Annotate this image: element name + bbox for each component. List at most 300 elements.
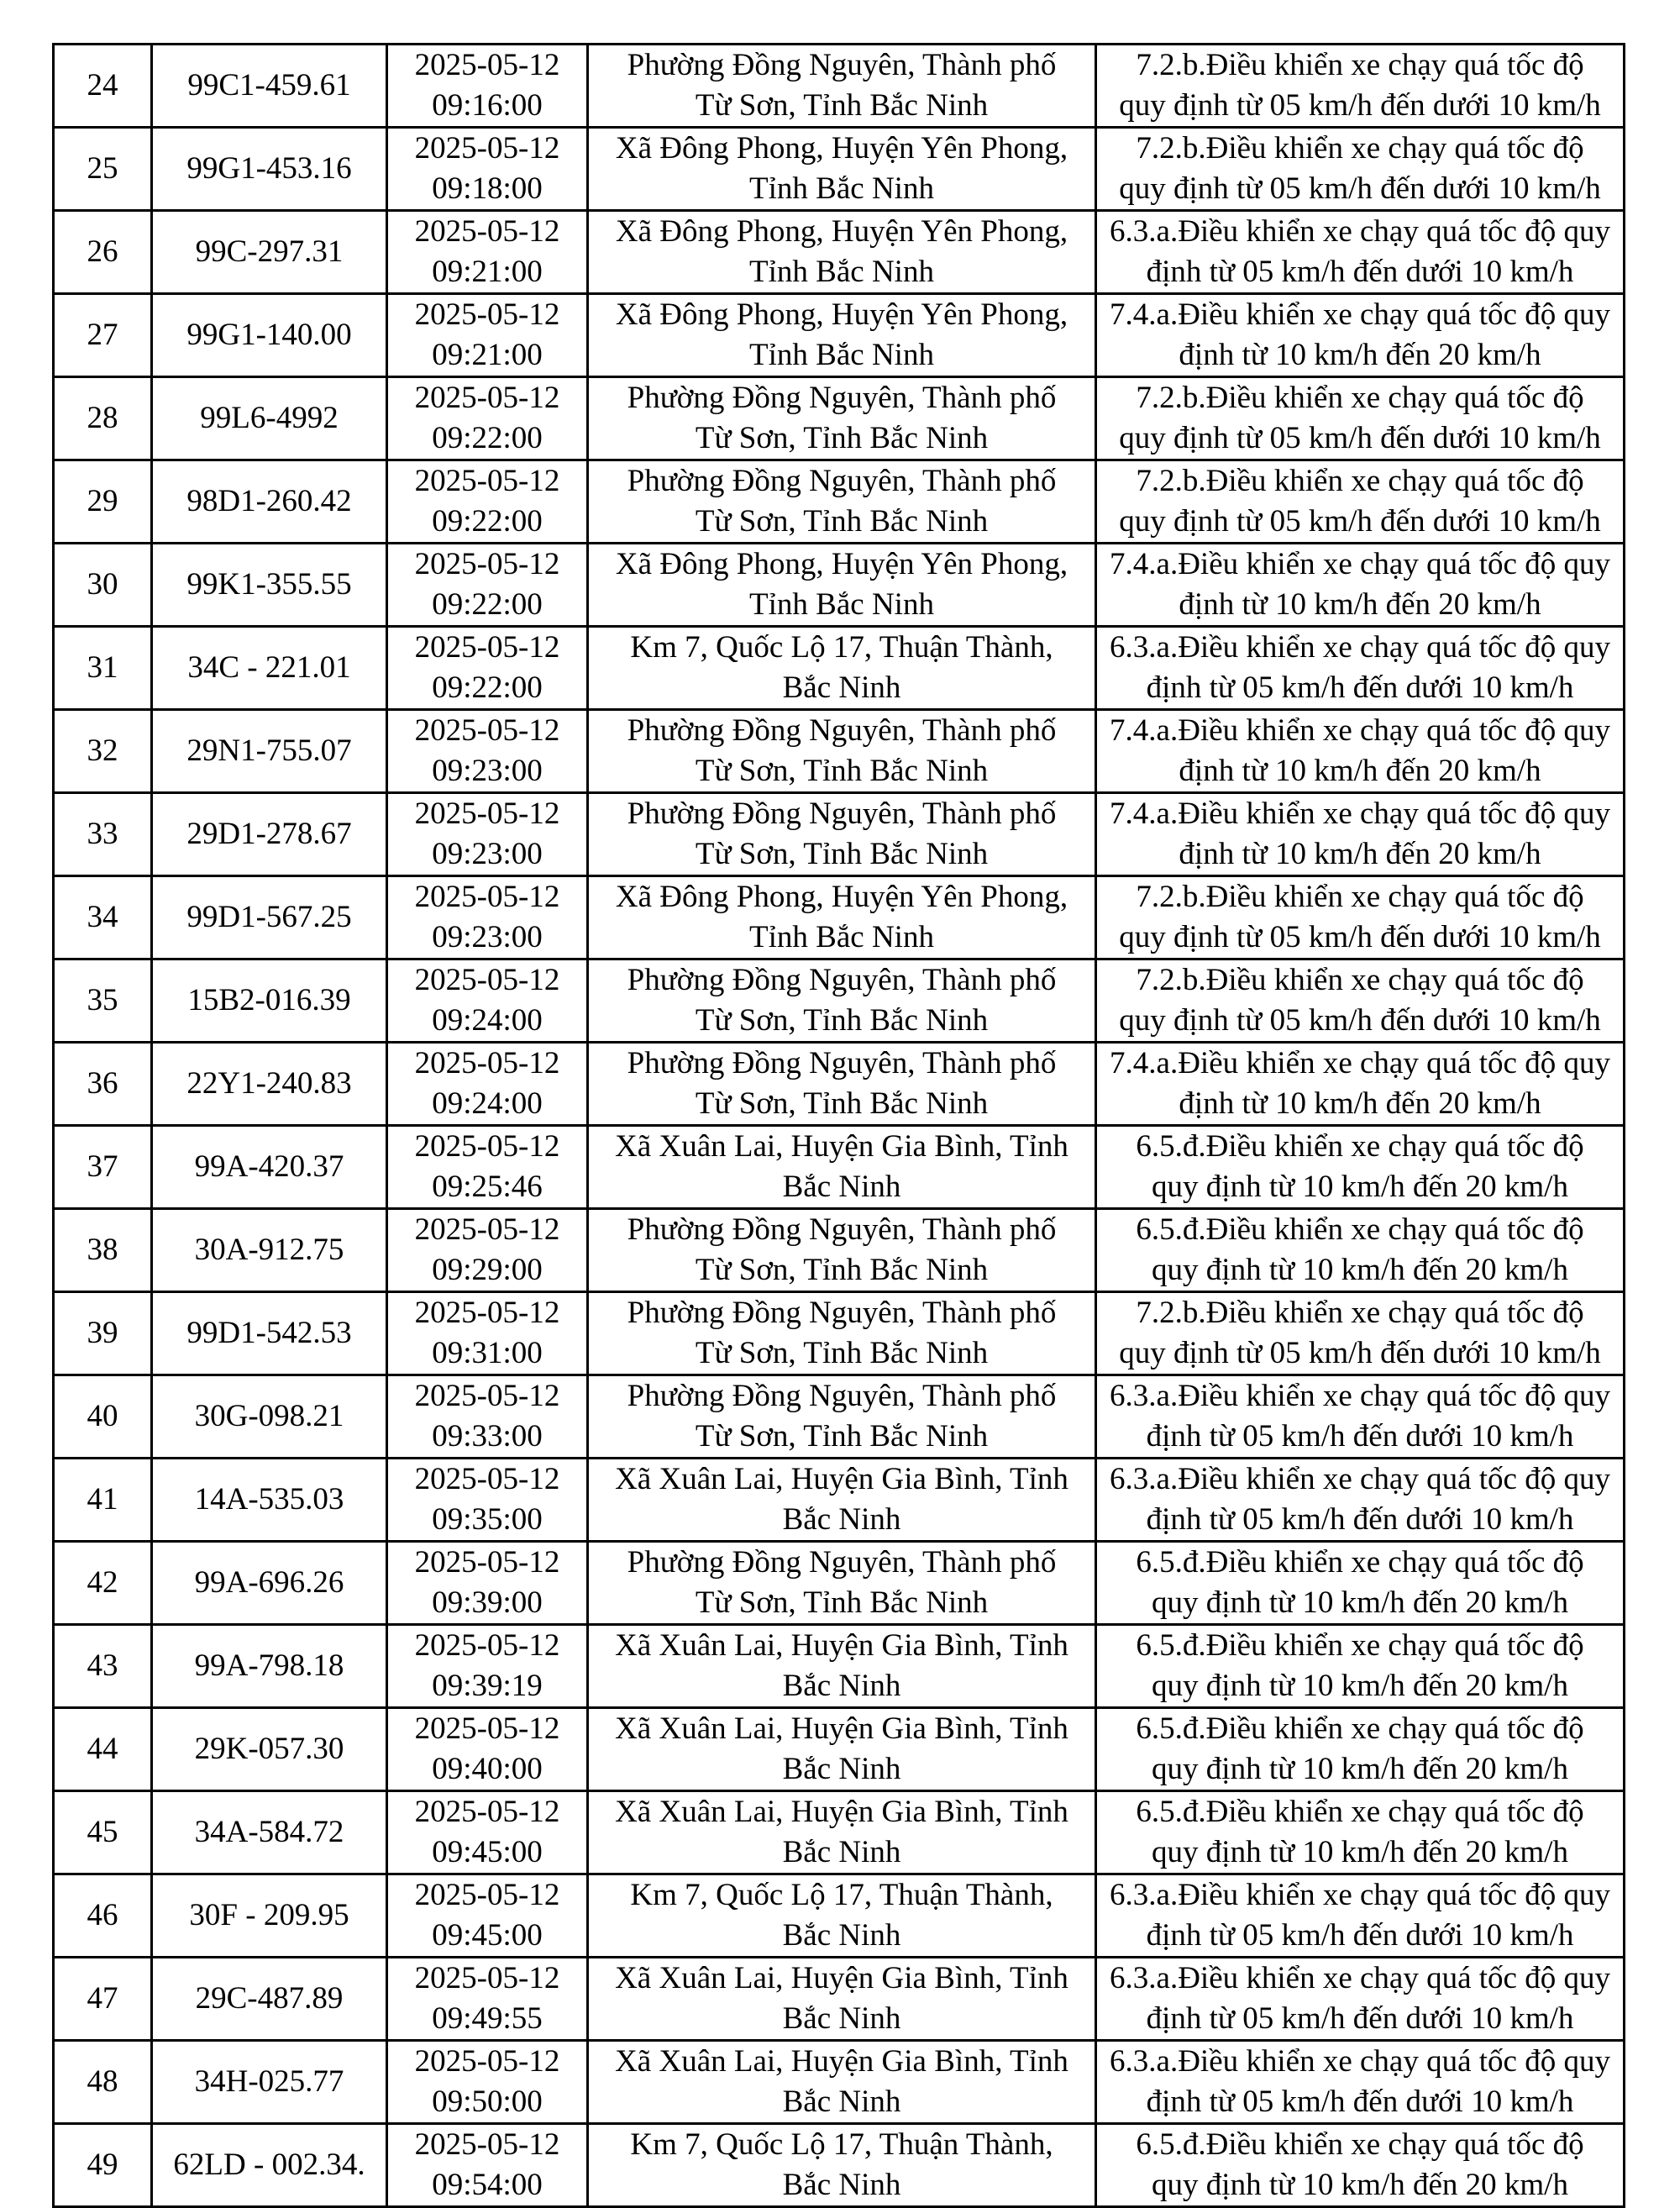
row-number: 39 bbox=[87, 1316, 118, 1350]
violation-line-2: quy định từ 05 km/h đến dưới 10 km/h bbox=[1119, 504, 1601, 539]
violation-line-1: 7.4.a.Điều khiển xe chạy quá tốc độ quy bbox=[1110, 796, 1610, 831]
violation-time: 09:45:00 bbox=[432, 1918, 543, 1953]
row-number-cell bbox=[54, 1375, 152, 1459]
violation-date: 2025-05-12 bbox=[414, 1046, 560, 1080]
violation-line-1: 7.2.b.Điều khiển xe chạy quá tốc độ bbox=[1136, 1296, 1584, 1330]
row-number: 27 bbox=[87, 318, 118, 352]
violation-line-2: định từ 10 km/h đến 20 km/h bbox=[1179, 754, 1541, 788]
datetime-cell bbox=[387, 710, 588, 793]
license-plate: 98D1-260.42 bbox=[186, 484, 352, 518]
row-number: 36 bbox=[87, 1066, 118, 1101]
row-number: 37 bbox=[87, 1149, 118, 1184]
violation-date: 2025-05-12 bbox=[414, 1296, 560, 1330]
location-line-2: Bắc Ninh bbox=[782, 1502, 901, 1537]
plate-cell bbox=[152, 793, 387, 876]
location-line-1: Xã Xuân Lai, Huyện Gia Bình, Tỉnh bbox=[615, 2044, 1068, 2079]
license-plate: 29C-487.89 bbox=[195, 1981, 344, 2016]
license-plate: 30G-098.21 bbox=[194, 1399, 344, 1433]
table-row bbox=[54, 544, 1625, 627]
location-line-2: Từ Sơn, Tỉnh Bắc Ninh bbox=[695, 1253, 989, 1287]
location-cell bbox=[588, 1874, 1096, 1958]
location-cell bbox=[588, 710, 1096, 793]
table-row bbox=[54, 211, 1625, 294]
location-line-1: Xã Đông Phong, Huyện Yên Phong, bbox=[615, 214, 1068, 249]
datetime-cell bbox=[387, 544, 588, 627]
plate-cell bbox=[152, 959, 387, 1043]
violation-date: 2025-05-12 bbox=[414, 1545, 560, 1580]
violation-line-2: định từ 05 km/h đến dưới 10 km/h bbox=[1146, 2001, 1574, 2036]
violation-cell bbox=[1096, 959, 1625, 1043]
violation-line-1: 6.3.a.Điều khiển xe chạy quá tốc độ quy bbox=[1110, 630, 1610, 665]
violations-table-body bbox=[54, 45, 1625, 2207]
table-row bbox=[54, 460, 1625, 544]
location-line-2: Từ Sơn, Tỉnh Bắc Ninh bbox=[695, 1336, 989, 1370]
table-row bbox=[54, 2124, 1625, 2207]
violation-date: 2025-05-12 bbox=[414, 464, 560, 498]
violation-date: 2025-05-12 bbox=[414, 1129, 560, 1164]
location-line-1: Xã Đông Phong, Huyện Yên Phong, bbox=[615, 547, 1068, 581]
datetime-cell bbox=[387, 45, 588, 128]
violation-line-1: 6.3.a.Điều khiển xe chạy quá tốc độ quy bbox=[1110, 1379, 1610, 1413]
violation-line-1: 6.3.a.Điều khiển xe chạy quá tốc độ quy bbox=[1110, 214, 1610, 249]
violation-date: 2025-05-12 bbox=[414, 2044, 560, 2079]
location-cell bbox=[588, 211, 1096, 294]
datetime-cell bbox=[387, 959, 588, 1043]
violation-date: 2025-05-12 bbox=[414, 1961, 560, 1995]
location-cell bbox=[588, 1542, 1096, 1625]
location-cell bbox=[588, 294, 1096, 377]
violation-line-2: quy định từ 10 km/h đến 20 km/h bbox=[1152, 1585, 1568, 1620]
plate-cell bbox=[152, 294, 387, 377]
violation-date: 2025-05-12 bbox=[414, 297, 560, 332]
plate-cell bbox=[152, 1209, 387, 1292]
plate-cell bbox=[152, 1459, 387, 1542]
license-plate: 99G1-453.16 bbox=[186, 151, 352, 186]
violation-line-1: 7.4.a.Điều khiển xe chạy quá tốc độ quy bbox=[1110, 547, 1610, 581]
violation-time: 09:18:00 bbox=[432, 171, 543, 206]
location-line-1: Km 7, Quốc Lộ 17, Thuận Thành, bbox=[630, 1878, 1053, 1912]
location-line-1: Xã Xuân Lai, Huyện Gia Bình, Tỉnh bbox=[615, 1711, 1068, 1746]
location-cell bbox=[588, 2041, 1096, 2124]
license-plate: 62LD - 002.34. bbox=[173, 2148, 365, 2182]
violation-cell bbox=[1096, 1542, 1625, 1625]
violation-time: 09:49:55 bbox=[432, 2001, 543, 2036]
row-number: 49 bbox=[87, 2148, 118, 2182]
violation-line-1: 7.4.a.Điều khiển xe chạy quá tốc độ quy bbox=[1110, 1046, 1610, 1080]
location-line-1: Phường Đồng Nguyên, Thành phố bbox=[627, 1212, 1057, 1247]
row-number-cell bbox=[54, 959, 152, 1043]
violation-line-1: 7.4.a.Điều khiển xe chạy quá tốc độ quy bbox=[1110, 297, 1610, 332]
table-row bbox=[54, 1791, 1625, 1874]
violation-line-2: quy định từ 10 km/h đến 20 km/h bbox=[1152, 1253, 1568, 1287]
location-line-1: Phường Đồng Nguyên, Thành phố bbox=[627, 963, 1057, 997]
violation-line-2: định từ 05 km/h đến dưới 10 km/h bbox=[1146, 2084, 1574, 2119]
table-row bbox=[54, 1958, 1625, 2041]
violation-time: 09:35:00 bbox=[432, 1502, 543, 1537]
violation-cell bbox=[1096, 627, 1625, 710]
license-plate: 14A-535.03 bbox=[194, 1482, 344, 1517]
violation-time: 09:29:00 bbox=[432, 1253, 543, 1287]
row-number-cell bbox=[54, 627, 152, 710]
violation-line-1: 6.5.đ.Điều khiển xe chạy quá tốc độ bbox=[1136, 1795, 1584, 1829]
row-number: 41 bbox=[87, 1482, 118, 1517]
datetime-cell bbox=[387, 876, 588, 959]
violation-date: 2025-05-12 bbox=[414, 381, 560, 415]
datetime-cell bbox=[387, 211, 588, 294]
row-number: 34 bbox=[87, 900, 118, 934]
location-cell bbox=[588, 1708, 1096, 1791]
row-number-cell bbox=[54, 1791, 152, 1874]
datetime-cell bbox=[387, 1292, 588, 1375]
license-plate: 29D1-278.67 bbox=[186, 817, 352, 851]
location-line-2: Từ Sơn, Tỉnh Bắc Ninh bbox=[695, 1003, 989, 1038]
violation-time: 09:22:00 bbox=[432, 504, 543, 539]
plate-cell bbox=[152, 710, 387, 793]
table-row bbox=[54, 1625, 1625, 1708]
location-line-1: Phường Đồng Nguyên, Thành phố bbox=[627, 1545, 1057, 1580]
license-plate: 29N1-755.07 bbox=[186, 733, 352, 768]
violation-line-1: 6.5.đ.Điều khiển xe chạy quá tốc độ bbox=[1136, 1545, 1584, 1580]
violation-cell bbox=[1096, 2124, 1625, 2207]
location-line-1: Phường Đồng Nguyên, Thành phố bbox=[627, 796, 1057, 831]
row-number-cell bbox=[54, 377, 152, 460]
location-cell bbox=[588, 876, 1096, 959]
row-number: 28 bbox=[87, 401, 118, 435]
license-plate: 30A-912.75 bbox=[194, 1233, 344, 1267]
table-row bbox=[54, 294, 1625, 377]
location-line-1: Phường Đồng Nguyên, Thành phố bbox=[627, 713, 1057, 748]
violation-time: 09:40:00 bbox=[432, 1752, 543, 1786]
license-plate: 99C1-459.61 bbox=[187, 68, 351, 103]
violation-time: 09:24:00 bbox=[432, 1003, 543, 1038]
row-number: 42 bbox=[87, 1565, 118, 1600]
location-cell bbox=[588, 1375, 1096, 1459]
plate-cell bbox=[152, 1625, 387, 1708]
violation-cell bbox=[1096, 2041, 1625, 2124]
location-line-2: Bắc Ninh bbox=[782, 1835, 901, 1869]
license-plate: 34A-584.72 bbox=[194, 1815, 344, 1849]
violation-date: 2025-05-12 bbox=[414, 630, 560, 665]
location-line-1: Phường Đồng Nguyên, Thành phố bbox=[627, 381, 1057, 415]
violation-line-2: định từ 10 km/h đến 20 km/h bbox=[1179, 1086, 1541, 1121]
plate-cell bbox=[152, 460, 387, 544]
table-row bbox=[54, 1874, 1625, 1958]
violation-cell bbox=[1096, 377, 1625, 460]
datetime-cell bbox=[387, 460, 588, 544]
table-row bbox=[54, 1292, 1625, 1375]
violation-line-2: quy định từ 05 km/h đến dưới 10 km/h bbox=[1119, 920, 1601, 954]
violation-line-2: định từ 05 km/h đến dưới 10 km/h bbox=[1146, 1918, 1574, 1953]
location-line-2: Bắc Ninh bbox=[782, 1918, 901, 1953]
location-line-1: Phường Đồng Nguyên, Thành phố bbox=[627, 1379, 1057, 1413]
violation-line-1: 6.5.đ.Điều khiển xe chạy quá tốc độ bbox=[1136, 1212, 1584, 1247]
violation-line-2: định từ 05 km/h đến dưới 10 km/h bbox=[1146, 1502, 1574, 1537]
location-line-1: Xã Đông Phong, Huyện Yên Phong, bbox=[615, 880, 1068, 914]
violation-time: 09:21:00 bbox=[432, 338, 543, 372]
location-cell bbox=[588, 1126, 1096, 1209]
violation-line-2: quy định từ 05 km/h đến dưới 10 km/h bbox=[1119, 171, 1601, 206]
violation-line-2: định từ 05 km/h đến dưới 10 km/h bbox=[1146, 670, 1574, 705]
violation-date: 2025-05-12 bbox=[414, 1462, 560, 1496]
plate-cell bbox=[152, 1126, 387, 1209]
violation-time: 09:39:19 bbox=[432, 1669, 543, 1703]
datetime-cell bbox=[387, 128, 588, 211]
license-plate: 34C - 221.01 bbox=[187, 650, 351, 685]
violation-line-2: định từ 10 km/h đến 20 km/h bbox=[1179, 338, 1541, 372]
datetime-cell bbox=[387, 1126, 588, 1209]
row-number: 29 bbox=[87, 484, 118, 518]
violation-cell bbox=[1096, 876, 1625, 959]
location-line-2: Bắc Ninh bbox=[782, 2168, 901, 2202]
row-number-cell bbox=[54, 1126, 152, 1209]
location-line-2: Từ Sơn, Tỉnh Bắc Ninh bbox=[695, 754, 989, 788]
table-row bbox=[54, 876, 1625, 959]
violation-time: 09:16:00 bbox=[432, 88, 543, 123]
violation-cell bbox=[1096, 1209, 1625, 1292]
license-plate: 99D1-542.53 bbox=[186, 1316, 352, 1350]
violation-time: 09:22:00 bbox=[432, 421, 543, 455]
violation-time: 09:24:00 bbox=[432, 1086, 543, 1121]
row-number: 30 bbox=[87, 567, 118, 602]
violation-date: 2025-05-12 bbox=[414, 1878, 560, 1912]
location-line-2: Bắc Ninh bbox=[782, 2084, 901, 2119]
violation-cell bbox=[1096, 128, 1625, 211]
location-line-1: Xã Xuân Lai, Huyện Gia Bình, Tỉnh bbox=[615, 1961, 1068, 1995]
violation-time: 09:22:00 bbox=[432, 670, 543, 705]
violation-cell bbox=[1096, 1625, 1625, 1708]
violation-cell bbox=[1096, 1708, 1625, 1791]
row-number-cell bbox=[54, 1292, 152, 1375]
violation-cell bbox=[1096, 793, 1625, 876]
violation-date: 2025-05-12 bbox=[414, 1212, 560, 1247]
violation-date: 2025-05-12 bbox=[414, 48, 560, 82]
violation-date: 2025-05-12 bbox=[414, 963, 560, 997]
location-line-2: Từ Sơn, Tỉnh Bắc Ninh bbox=[695, 504, 989, 539]
row-number-cell bbox=[54, 1459, 152, 1542]
row-number-cell bbox=[54, 211, 152, 294]
violation-line-1: 6.5.đ.Điều khiển xe chạy quá tốc độ bbox=[1136, 1711, 1584, 1746]
violation-line-1: 6.5.đ.Điều khiển xe chạy quá tốc độ bbox=[1136, 1628, 1584, 1663]
row-number-cell bbox=[54, 2124, 152, 2207]
location-line-2: Tỉnh Bắc Ninh bbox=[749, 338, 934, 372]
violation-cell bbox=[1096, 460, 1625, 544]
row-number: 35 bbox=[87, 983, 118, 1017]
row-number: 45 bbox=[87, 1815, 118, 1849]
violation-line-1: 7.2.b.Điều khiển xe chạy quá tốc độ bbox=[1136, 381, 1584, 415]
violation-line-2: định từ 10 km/h đến 20 km/h bbox=[1179, 587, 1541, 622]
row-number: 43 bbox=[87, 1648, 118, 1683]
datetime-cell bbox=[387, 1542, 588, 1625]
plate-cell bbox=[152, 876, 387, 959]
plate-cell bbox=[152, 128, 387, 211]
row-number-cell bbox=[54, 544, 152, 627]
location-line-1: Phường Đồng Nguyên, Thành phố bbox=[627, 48, 1057, 82]
datetime-cell bbox=[387, 627, 588, 710]
table-row bbox=[54, 627, 1625, 710]
license-plate: 99A-420.37 bbox=[194, 1149, 344, 1184]
table-row bbox=[54, 45, 1625, 128]
violation-cell bbox=[1096, 1043, 1625, 1126]
license-plate: 99A-696.26 bbox=[194, 1565, 344, 1600]
plate-cell bbox=[152, 377, 387, 460]
row-number: 26 bbox=[87, 234, 118, 269]
location-cell bbox=[588, 377, 1096, 460]
table-row bbox=[54, 128, 1625, 211]
table-row bbox=[54, 1209, 1625, 1292]
violation-line-2: định từ 10 km/h đến 20 km/h bbox=[1179, 837, 1541, 871]
location-cell bbox=[588, 1043, 1096, 1126]
location-line-2: Từ Sơn, Tỉnh Bắc Ninh bbox=[695, 421, 989, 455]
row-number: 31 bbox=[87, 650, 118, 685]
violation-date: 2025-05-12 bbox=[414, 880, 560, 914]
location-line-2: Bắc Ninh bbox=[782, 670, 901, 705]
table-row bbox=[54, 1043, 1625, 1126]
violation-line-2: quy định từ 10 km/h đến 20 km/h bbox=[1152, 2168, 1568, 2202]
location-line-2: Tỉnh Bắc Ninh bbox=[749, 920, 934, 954]
violation-time: 09:45:00 bbox=[432, 1835, 543, 1869]
license-plate: 15B2-016.39 bbox=[187, 983, 351, 1017]
table-row bbox=[54, 793, 1625, 876]
violation-line-2: quy định từ 10 km/h đến 20 km/h bbox=[1152, 1835, 1568, 1869]
location-line-1: Xã Xuân Lai, Huyện Gia Bình, Tỉnh bbox=[615, 1628, 1068, 1663]
location-line-2: Bắc Ninh bbox=[782, 1669, 901, 1703]
plate-cell bbox=[152, 2041, 387, 2124]
violation-line-2: định từ 05 km/h đến dưới 10 km/h bbox=[1146, 255, 1574, 289]
violation-time: 09:23:00 bbox=[432, 837, 543, 871]
violation-date: 2025-05-12 bbox=[414, 1711, 560, 1746]
location-cell bbox=[588, 793, 1096, 876]
violation-line-1: 7.2.b.Điều khiển xe chạy quá tốc độ bbox=[1136, 963, 1584, 997]
row-number-cell bbox=[54, 1209, 152, 1292]
plate-cell bbox=[152, 1043, 387, 1126]
violation-cell bbox=[1096, 1459, 1625, 1542]
row-number-cell bbox=[54, 128, 152, 211]
violation-time: 09:22:00 bbox=[432, 587, 543, 622]
location-cell bbox=[588, 544, 1096, 627]
row-number-cell bbox=[54, 1542, 152, 1625]
plate-cell bbox=[152, 1708, 387, 1791]
violation-line-2: quy định từ 05 km/h đến dưới 10 km/h bbox=[1119, 88, 1601, 123]
violation-line-2: quy định từ 10 km/h đến 20 km/h bbox=[1152, 1669, 1568, 1703]
row-number: 25 bbox=[87, 151, 118, 186]
violation-line-2: quy định từ 05 km/h đến dưới 10 km/h bbox=[1119, 421, 1601, 455]
license-plate: 99K1-355.55 bbox=[186, 567, 352, 602]
license-plate: 30F - 209.95 bbox=[189, 1898, 349, 1932]
violation-cell bbox=[1096, 1292, 1625, 1375]
location-line-2: Từ Sơn, Tỉnh Bắc Ninh bbox=[695, 837, 989, 871]
row-number-cell bbox=[54, 2041, 152, 2124]
violation-date: 2025-05-12 bbox=[414, 713, 560, 748]
violation-time: 09:50:00 bbox=[432, 2084, 543, 2119]
row-number-cell bbox=[54, 793, 152, 876]
location-line-1: Km 7, Quốc Lộ 17, Thuận Thành, bbox=[630, 2127, 1053, 2162]
datetime-cell bbox=[387, 793, 588, 876]
row-number-cell bbox=[54, 1874, 152, 1958]
plate-cell bbox=[152, 1375, 387, 1459]
location-cell bbox=[588, 1791, 1096, 1874]
location-cell bbox=[588, 45, 1096, 128]
violation-date: 2025-05-12 bbox=[414, 2127, 560, 2162]
violation-time: 09:54:00 bbox=[432, 2168, 543, 2202]
license-plate: 99A-798.18 bbox=[194, 1648, 344, 1683]
row-number: 24 bbox=[87, 68, 118, 103]
violation-line-1: 6.5.đ.Điều khiển xe chạy quá tốc độ bbox=[1136, 1129, 1584, 1164]
violation-cell bbox=[1096, 1958, 1625, 2041]
violation-line-1: 6.3.a.Điều khiển xe chạy quá tốc độ quy bbox=[1110, 1961, 1610, 1995]
location-cell bbox=[588, 1459, 1096, 1542]
violation-time: 09:23:00 bbox=[432, 920, 543, 954]
table-row bbox=[54, 377, 1625, 460]
row-number-cell bbox=[54, 460, 152, 544]
location-cell bbox=[588, 2124, 1096, 2207]
license-plate: 99C-297.31 bbox=[195, 234, 344, 269]
row-number-cell bbox=[54, 45, 152, 128]
location-line-1: Xã Đông Phong, Huyện Yên Phong, bbox=[615, 297, 1068, 332]
datetime-cell bbox=[387, 1043, 588, 1126]
datetime-cell bbox=[387, 1375, 588, 1459]
row-number: 48 bbox=[87, 2064, 118, 2099]
license-plate: 22Y1-240.83 bbox=[186, 1066, 352, 1101]
license-plate: 99G1-140.00 bbox=[186, 318, 352, 352]
license-plate: 99L6-4992 bbox=[200, 401, 339, 435]
table-row bbox=[54, 1126, 1625, 1209]
violation-time: 09:33:00 bbox=[432, 1419, 543, 1454]
location-line-2: Bắc Ninh bbox=[782, 1752, 901, 1786]
license-plate: 29K-057.30 bbox=[194, 1732, 344, 1766]
datetime-cell bbox=[387, 1791, 588, 1874]
location-cell bbox=[588, 128, 1096, 211]
violation-cell bbox=[1096, 211, 1625, 294]
plate-cell bbox=[152, 1791, 387, 1874]
location-line-2: Bắc Ninh bbox=[782, 2001, 901, 2036]
table-row bbox=[54, 1708, 1625, 1791]
violation-line-1: 6.3.a.Điều khiển xe chạy quá tốc độ quy bbox=[1110, 2044, 1610, 2079]
datetime-cell bbox=[387, 377, 588, 460]
row-number: 46 bbox=[87, 1898, 118, 1932]
violation-date: 2025-05-12 bbox=[414, 547, 560, 581]
table-row bbox=[54, 1542, 1625, 1625]
violation-cell bbox=[1096, 294, 1625, 377]
violation-line-1: 7.2.b.Điều khiển xe chạy quá tốc độ bbox=[1136, 131, 1584, 166]
location-cell bbox=[588, 1209, 1096, 1292]
plate-cell bbox=[152, 627, 387, 710]
datetime-cell bbox=[387, 294, 588, 377]
row-number-cell bbox=[54, 710, 152, 793]
datetime-cell bbox=[387, 1209, 588, 1292]
datetime-cell bbox=[387, 2124, 588, 2207]
violation-time: 09:39:00 bbox=[432, 1585, 543, 1620]
datetime-cell bbox=[387, 1708, 588, 1791]
location-line-2: Tỉnh Bắc Ninh bbox=[749, 255, 934, 289]
plate-cell bbox=[152, 544, 387, 627]
location-line-2: Từ Sơn, Tỉnh Bắc Ninh bbox=[695, 88, 989, 123]
violation-line-2: quy định từ 10 km/h đến 20 km/h bbox=[1152, 1752, 1568, 1786]
violation-cell bbox=[1096, 1874, 1625, 1958]
violation-line-2: quy định từ 10 km/h đến 20 km/h bbox=[1152, 1170, 1568, 1204]
violation-date: 2025-05-12 bbox=[414, 1795, 560, 1829]
row-number: 40 bbox=[87, 1399, 118, 1433]
plate-cell bbox=[152, 1958, 387, 2041]
license-plate: 99D1-567.25 bbox=[186, 900, 352, 934]
violation-time: 09:25:46 bbox=[432, 1170, 543, 1204]
location-line-1: Phường Đồng Nguyên, Thành phố bbox=[627, 1296, 1057, 1330]
violation-cell bbox=[1096, 544, 1625, 627]
location-line-1: Xã Xuân Lai, Huyện Gia Bình, Tỉnh bbox=[615, 1462, 1068, 1496]
plate-cell bbox=[152, 45, 387, 128]
location-cell bbox=[588, 1958, 1096, 2041]
violation-time: 09:23:00 bbox=[432, 754, 543, 788]
location-line-1: Phường Đồng Nguyên, Thành phố bbox=[627, 464, 1057, 498]
